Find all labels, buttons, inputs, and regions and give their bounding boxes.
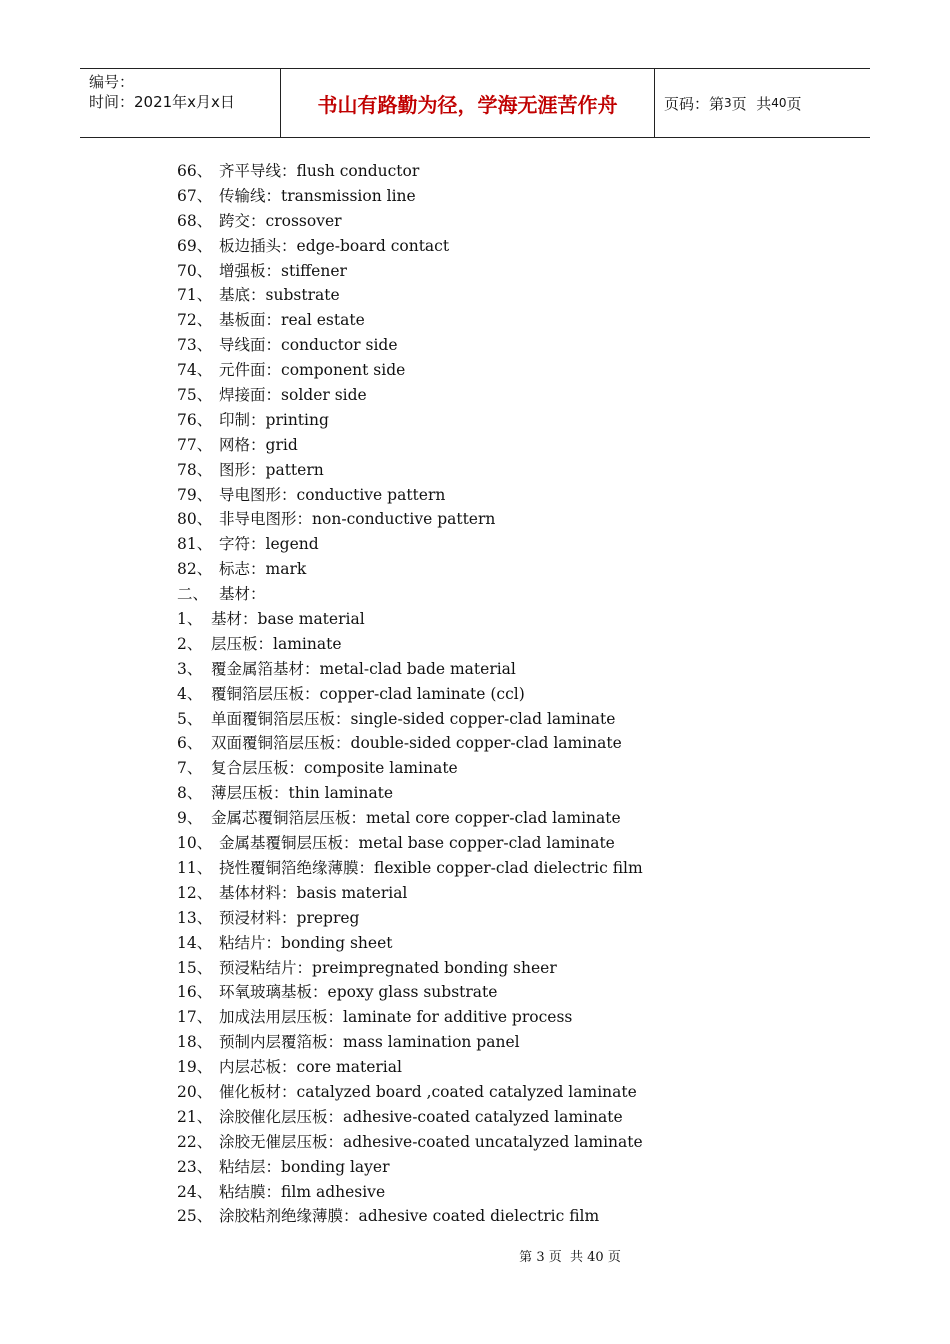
item-chinese-term: 层压板 [211, 634, 258, 653]
glossary-item [177, 781, 643, 806]
item-chinese-term: 金属芯覆铜箔层压板 [211, 809, 351, 828]
item-english-term: basis material [296, 883, 408, 902]
item-separator: ： [265, 386, 282, 405]
item-separator: ： [273, 784, 289, 803]
item-chinese-term: 跨交 [219, 211, 251, 230]
glossary-item [177, 931, 643, 956]
item-number: 5、 [177, 709, 203, 728]
footer-total: 40 [587, 1250, 604, 1265]
item-chinese-term: 涂胶催化层压板 [219, 1107, 328, 1126]
glossary-item [177, 1005, 643, 1030]
item-chinese-term: 单面覆铜箔层压板 [211, 709, 336, 728]
item-number: 12、 [177, 883, 213, 902]
page-total: 40 [771, 96, 787, 110]
item-separator: ： [343, 1207, 359, 1226]
item-chinese-term: 挠性覆铜箔绝缘薄膜 [219, 858, 359, 877]
page-header [80, 68, 870, 138]
glossary-item [177, 209, 643, 234]
glossary-item [177, 507, 643, 532]
glossary-item [177, 458, 643, 483]
item-chinese-term: 基材 [219, 585, 251, 604]
item-english-term: flexible copper-clad dielectric film [374, 858, 643, 877]
item-english-term: mark [265, 560, 307, 579]
glossary-item [177, 1030, 643, 1055]
item-separator: ： [327, 1008, 344, 1027]
item-separator: ： [327, 1033, 344, 1052]
item-english-term: conductor side [281, 336, 398, 355]
glossary-item [177, 707, 643, 732]
item-english-term: thin laminate [288, 784, 394, 803]
item-chinese-term: 内层芯板 [219, 1058, 282, 1077]
item-chinese-term: 金属基覆铜层压板 [219, 834, 344, 853]
item-separator: ： [281, 236, 297, 255]
item-number: 21、 [177, 1107, 213, 1126]
item-chinese-term: 标志 [219, 560, 251, 579]
header-info [80, 69, 281, 137]
item-english-term: real estate [281, 311, 365, 330]
item-chinese-term: 粘结膜 [219, 1182, 266, 1201]
item-english-term: single-sided copper-clad laminate [350, 709, 616, 728]
item-number: 8、 [177, 784, 203, 803]
item-separator: ： [250, 585, 266, 604]
item-chinese-term: 基板面 [219, 311, 266, 330]
item-separator: ： [265, 336, 282, 355]
item-separator: ： [304, 659, 320, 678]
glossary-item [177, 1155, 643, 1180]
item-separator: ： [304, 684, 320, 703]
glossary-item [177, 283, 643, 308]
item-english-term: catalyzed board ,coated catalyzed laminate [296, 1082, 637, 1101]
item-separator: ： [250, 560, 266, 579]
item-number: 80、 [177, 510, 213, 529]
item-chinese-term: 粘结层 [219, 1157, 266, 1176]
item-number: 17、 [177, 1008, 213, 1027]
glossary-item [177, 259, 643, 284]
item-separator: ： [281, 162, 297, 180]
item-chinese-term: 基体材料 [219, 883, 282, 902]
item-chinese-term: 网格 [219, 435, 251, 454]
item-number: 3、 [177, 659, 203, 678]
item-english-term: composite laminate [304, 759, 458, 778]
item-number: 20、 [177, 1082, 213, 1101]
item-english-term: transmission line [281, 186, 416, 205]
glossary-item [177, 532, 643, 557]
item-separator: ： [281, 883, 297, 902]
glossary-list [177, 159, 643, 1229]
item-chinese-term: 焊接面 [219, 386, 266, 405]
item-number: 二、 [177, 585, 209, 604]
item-separator: ： [343, 834, 359, 853]
item-separator: ： [281, 908, 297, 927]
item-english-term: substrate [265, 286, 340, 305]
item-chinese-term: 覆铜箔层压板 [211, 684, 305, 703]
item-english-term: bonding layer [281, 1157, 390, 1176]
item-english-term: edge-board contact [296, 236, 450, 255]
item-number: 2、 [177, 634, 203, 653]
item-english-term: metal base copper-clad laminate [358, 834, 615, 853]
item-separator: ： [327, 1107, 344, 1126]
footer-current: 3 [536, 1250, 545, 1265]
item-chinese-term: 涂胶无催层压板 [219, 1132, 328, 1151]
glossary-item [177, 1204, 643, 1229]
item-number: 76、 [177, 410, 213, 429]
item-chinese-term: 导电图形 [219, 485, 282, 504]
item-number: 78、 [177, 460, 213, 479]
page-footer [0, 1246, 950, 1265]
item-chinese-term: 催化板材 [219, 1082, 282, 1101]
glossary-item [177, 159, 643, 184]
item-number: 68、 [177, 211, 213, 230]
page-mid: 页 共 [731, 94, 772, 113]
item-number: 23、 [177, 1157, 213, 1176]
item-chinese-term: 导线面 [219, 336, 266, 355]
item-chinese-term: 齐平导线 [219, 162, 282, 180]
item-english-term: crossover [265, 211, 342, 230]
item-english-term: stiffener [281, 261, 347, 280]
item-english-term: film adhesive [281, 1182, 386, 1201]
item-number: 67、 [177, 186, 213, 205]
item-chinese-term: 字符 [219, 535, 251, 554]
item-chinese-term: 薄层压板 [211, 784, 274, 803]
page-prefix: 页码：第 [664, 94, 725, 113]
item-english-term: pattern [265, 460, 324, 479]
item-chinese-term: 预制内层覆箔板 [219, 1033, 328, 1052]
item-english-term: preimpregnated bonding sheer [312, 958, 557, 977]
item-number: 19、 [177, 1058, 213, 1077]
item-separator: ： [358, 858, 375, 877]
glossary-item [177, 632, 643, 657]
item-separator: ： [281, 485, 297, 504]
item-english-term: laminate for additive process [343, 1008, 573, 1027]
item-separator: ： [250, 286, 266, 305]
item-english-term: printing [265, 410, 329, 429]
item-separator: ： [265, 361, 282, 380]
footer-mid: 页 共 [548, 1250, 583, 1265]
item-number: 16、 [177, 983, 213, 1002]
item-chinese-term: 传输线 [219, 186, 266, 205]
item-number: 22、 [177, 1132, 213, 1151]
header-page-number [655, 69, 870, 137]
item-english-term: solder side [281, 386, 367, 405]
glossary-item [177, 1055, 643, 1080]
item-chinese-term: 粘结片 [219, 933, 266, 952]
item-number: 77、 [177, 435, 213, 454]
item-english-term: legend [265, 535, 319, 554]
item-separator: ： [250, 460, 266, 479]
item-english-term: mass lamination panel [343, 1033, 520, 1052]
glossary-item [177, 483, 643, 508]
glossary-item [177, 856, 643, 881]
glossary-item [177, 1105, 643, 1130]
item-separator: ： [327, 1132, 344, 1151]
item-separator: ： [265, 1157, 282, 1176]
item-number: 79、 [177, 485, 213, 504]
item-number: 1、 [177, 610, 203, 629]
item-separator: ： [281, 1058, 297, 1077]
item-number: 70、 [177, 261, 213, 280]
item-chinese-term: 元件面 [219, 361, 266, 380]
item-chinese-term: 基材 [211, 610, 243, 629]
item-separator: ： [265, 933, 282, 952]
item-chinese-term: 涂胶粘剂绝缘薄膜 [219, 1207, 344, 1226]
item-separator: ： [257, 634, 274, 653]
item-chinese-term: 非导电图形 [219, 510, 297, 529]
item-separator: ： [296, 510, 313, 529]
item-english-term: core material [296, 1058, 402, 1077]
time-label: 时间：2021年x月x日 [89, 93, 235, 111]
item-number: 25、 [177, 1207, 213, 1226]
item-number: 13、 [177, 908, 213, 927]
item-number: 15、 [177, 958, 213, 977]
item-chinese-term: 印制 [219, 410, 251, 429]
glossary-item [177, 607, 643, 632]
glossary-item [177, 234, 643, 259]
item-chinese-term: 环氧玻璃基板 [219, 983, 313, 1002]
item-number: 66、 [177, 162, 213, 180]
page-suffix: 页 [786, 94, 802, 113]
item-number: 81、 [177, 535, 213, 554]
glossary-item [177, 408, 643, 433]
glossary-item [177, 980, 643, 1005]
glossary-item [177, 184, 643, 209]
item-english-term: metal-clad bade material [319, 659, 516, 678]
glossary-item [177, 657, 643, 682]
item-english-term: laminate [273, 634, 342, 653]
item-english-term: flush conductor [296, 162, 420, 180]
item-english-term: prepreg [296, 908, 360, 927]
page-current: 3 [724, 96, 732, 110]
glossary-item [177, 956, 643, 981]
glossary-item [177, 906, 643, 931]
item-number: 75、 [177, 386, 213, 405]
item-chinese-term: 覆金属箔基材 [211, 659, 305, 678]
item-number: 18、 [177, 1033, 213, 1052]
item-separator: ： [312, 983, 328, 1002]
item-separator: ： [296, 958, 313, 977]
item-english-term: adhesive-coated catalyzed laminate [343, 1107, 623, 1126]
item-chinese-term: 增强板 [219, 261, 266, 280]
item-number: 73、 [177, 336, 213, 355]
glossary-item [177, 333, 643, 358]
item-chinese-term: 双面覆铜箔层压板 [211, 734, 336, 753]
header-motto: 书山有路勤为径，学海无涯苦作舟 [281, 69, 655, 137]
number-label: 编号： [89, 73, 135, 91]
glossary-item [177, 433, 643, 458]
glossary-item [177, 731, 643, 756]
glossary-item [177, 358, 643, 383]
glossary-item [177, 1180, 643, 1205]
item-chinese-term: 基底 [219, 286, 251, 305]
item-separator: ： [335, 709, 351, 728]
item-english-term: adhesive-coated uncatalyzed laminate [343, 1132, 643, 1151]
item-number: 6、 [177, 734, 203, 753]
item-chinese-term: 加成法用层压板 [219, 1008, 328, 1027]
item-separator: ： [335, 734, 351, 753]
glossary-item [177, 831, 643, 856]
item-separator: ： [250, 211, 266, 230]
item-separator: ： [265, 311, 282, 330]
item-english-term: bonding sheet [281, 933, 393, 952]
item-english-term: base material [257, 610, 365, 629]
item-separator: ： [250, 410, 266, 429]
item-separator: ： [265, 261, 282, 280]
glossary-item [177, 1080, 643, 1105]
item-number: 11、 [177, 858, 213, 877]
item-chinese-term: 图形 [219, 460, 251, 479]
item-english-term: conductive pattern [296, 485, 446, 504]
glossary-item [177, 756, 643, 781]
item-number: 74、 [177, 361, 213, 380]
item-english-term: epoxy glass substrate [327, 983, 498, 1002]
glossary-item [177, 308, 643, 333]
glossary-item [177, 1130, 643, 1155]
item-english-term: double-sided copper-clad laminate [350, 734, 622, 753]
item-number: 24、 [177, 1182, 213, 1201]
footer-suffix: 页 [607, 1250, 621, 1265]
glossary-item [177, 582, 643, 607]
glossary-item [177, 682, 643, 707]
item-number: 10、 [177, 834, 213, 853]
item-number: 82、 [177, 560, 213, 579]
item-english-term: adhesive coated dielectric film [358, 1207, 600, 1226]
item-separator: ： [242, 610, 258, 629]
item-number: 72、 [177, 311, 213, 330]
item-separator: ： [250, 535, 266, 554]
item-number: 9、 [177, 809, 203, 828]
item-chinese-term: 板边插头 [219, 236, 282, 255]
glossary-item [177, 881, 643, 906]
item-english-term: non-conductive pattern [312, 510, 496, 529]
item-separator: ： [288, 759, 305, 778]
item-english-term: copper-clad laminate (ccl) [319, 684, 525, 703]
glossary-item [177, 557, 643, 582]
item-separator: ： [265, 1182, 282, 1201]
item-separator: ： [265, 186, 282, 205]
glossary-item [177, 383, 643, 408]
item-number: 69、 [177, 236, 213, 255]
item-english-term: component side [281, 361, 406, 380]
item-chinese-term: 预浸材料 [219, 908, 282, 927]
glossary-item [177, 806, 643, 831]
item-number: 7、 [177, 759, 203, 778]
item-english-term: metal core copper-clad laminate [366, 809, 621, 828]
footer-prefix: 第 [519, 1250, 533, 1265]
item-separator: ： [281, 1082, 297, 1101]
item-separator: ： [350, 809, 367, 828]
item-number: 4、 [177, 684, 203, 703]
item-separator: ： [250, 435, 266, 454]
item-chinese-term: 复合层压板 [211, 759, 289, 778]
item-number: 14、 [177, 933, 213, 952]
item-number: 71、 [177, 286, 213, 305]
item-chinese-term: 预浸粘结片 [219, 958, 297, 977]
item-english-term: grid [265, 435, 298, 454]
